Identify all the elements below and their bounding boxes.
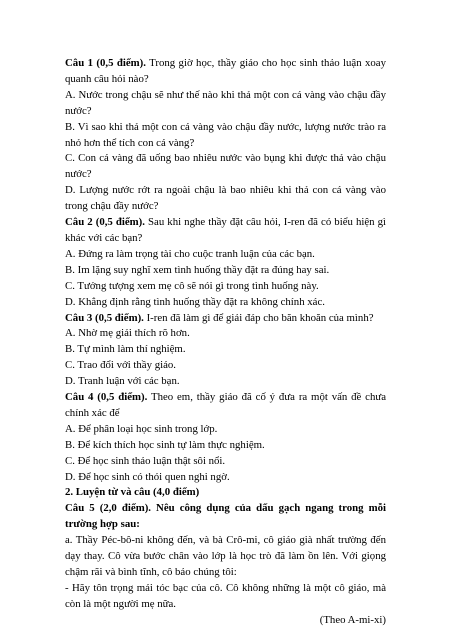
q1-option-a-cont: nước? [65, 104, 92, 117]
q4-option-d: D. Để học sinh có thói quen nghi ngờ. [65, 470, 230, 483]
q3-heading [65, 311, 386, 327]
q1-option-a: A. Nước trong chậu sẽ như thế nào khi thả một con cá vàng vào chậu đầy [65, 88, 386, 101]
q5-passage-line-3: chậm rãi và bình tĩnh, cô bảo chúng tôi: [65, 566, 237, 578]
section-title: 2. Luyện từ và câu (4,0 điểm) [65, 486, 200, 499]
q1-text-cont: quanh câu hỏi nào? [65, 72, 149, 85]
q3-option-b: B. Tự mình làm thí nghiệm. [65, 343, 186, 356]
q1-option-b: B. Vì sao khi thả một con cá vàng vào chậu đầy nước, lượng nước trào ra [65, 120, 386, 133]
q2-text: Sau khi nghe thầy đặt câu hỏi, I-ren đã có biểu hiện gì [144, 216, 387, 229]
q5-passage-line-2: dạy thay. Cô vừa bước chân vào lớp là học trò đã làm ồn lên. Với giọng [65, 550, 386, 563]
q5-source: (Theo A-mi-xi) [319, 613, 386, 626]
q5-passage-line-4: - Hãy tôn trọng mái tóc bạc của cô. Cô không những là một cô giáo, mà [65, 581, 386, 594]
q3-text: I-ren đã làm gì để giải đáp cho băn khoăn của mình? [143, 311, 374, 324]
q2-heading [65, 215, 386, 231]
q1-heading [65, 56, 386, 72]
q2-option-a: A. Đứng ra làm trọng tài cho cuộc tranh luận của các bạn. [65, 247, 315, 260]
q4-option-c: C. Để học sinh thảo luận thật sôi nổi. [65, 454, 226, 467]
section-heading [65, 485, 386, 501]
q4-text-cont: chính xác để [65, 406, 120, 419]
q3-label: Câu 3 (0,5 điểm). [65, 311, 144, 324]
q2-option-c: C. Tưởng tượng xem mẹ cô sẽ nói gì trong tình huống này. [65, 279, 319, 292]
q2-option-d: D. Khẳng định rằng tình huống thầy đặt ra không chính xác. [65, 295, 325, 308]
q5-heading-cont [65, 517, 386, 533]
q1-option-c-cont: nước? [65, 168, 92, 181]
q5-passage-line-5: còn là một người mẹ nữa. [65, 597, 176, 610]
q4-text: Theo em, thầy giáo đã cố ý đưa ra một vấn đề chưa [147, 391, 386, 404]
q2-option-b: B. Im lặng suy nghĩ xem tình huống thầy đặt ra đúng hay sai. [65, 263, 330, 276]
q4-heading [65, 390, 386, 406]
q3-option-d: D. Tranh luận với các bạn. [65, 375, 180, 388]
q4-option-a: A. Để phân loại học sinh trong lớp. [65, 422, 218, 435]
q5-label: Câu 5 (2,0 điểm). Nêu công dụng của dấu gạch ngang trong mỗi [65, 502, 386, 515]
q5-heading [65, 501, 386, 517]
q2-text-cont: khác với các bạn? [65, 231, 143, 244]
q1-text: Trong giờ học, thầy giáo cho học sinh thảo luận xoay [145, 57, 386, 69]
q1-option-b-cont: nhỏ hơn thể tích con cá vàng? [65, 136, 195, 149]
q3-option-a: A. Nhờ mẹ giải thích rõ hơn. [65, 327, 190, 340]
q5-passage-line-1: a. Thầy Péc-bô-ni không đến, và bà Crô-mi, cô giáo già nhất trường đến [65, 534, 386, 547]
q4-label: Câu 4 (0,5 điểm). [65, 391, 148, 404]
q1-option-d-cont: trong chậu đầy nước? [65, 200, 159, 213]
q2-label: Câu 2 (0,5 điểm). [65, 216, 145, 229]
q3-option-c: C. Trao đổi với thầy giáo. [65, 359, 176, 372]
q5-label-cont: trường hợp sau: [65, 518, 140, 531]
q1-label: Câu 1 (0,5 điểm). [65, 57, 146, 69]
q1-option-c: C. Con cá vàng đã uống bao nhiêu nước vào bụng khi được thả vào chậu [65, 152, 386, 165]
q4-option-b: B. Để kích thích học sinh tự làm thực nghiệm. [65, 438, 265, 451]
q1-option-d: D. Lượng nước rớt ra ngoài chậu là bao nhiêu khi thả con cá vàng vào [65, 184, 386, 197]
